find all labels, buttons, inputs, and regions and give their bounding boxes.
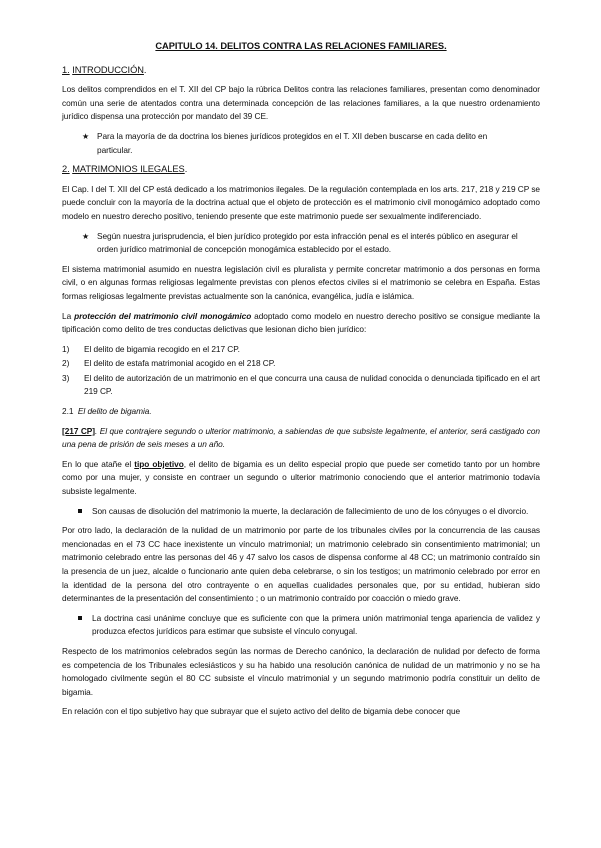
section-heading-matrimonios: [62, 163, 540, 177]
numbered-list: [62, 343, 540, 399]
square-bullet-icon: [78, 509, 82, 513]
document-body: [62, 40, 540, 725]
paragraph: [62, 458, 540, 499]
section-number: 1.: [62, 64, 70, 75]
section-title-period: .: [143, 64, 147, 75]
list-number: 1): [62, 343, 70, 354]
text-run: , el delito de bigamia es un delito especial propio que puede ser cometido tanto por un hombre como por una mujer, y consiste en contraer un segundo o ulterior matrimonio conociendo que el anterior matrimonio todavía subsiste legalmente.: [62, 458, 540, 497]
text-run: La: [62, 310, 75, 321]
list-number: 2): [62, 358, 70, 369]
list-item-text: El delito de estafa matrimonial acogido en el 218 CP.: [84, 358, 276, 369]
emphasis-text: protección del matrimonio civil monogámico: [74, 310, 252, 321]
subsection-title: El delito de bigamia.: [77, 406, 152, 417]
text-run: En lo que atañe el: [62, 458, 135, 469]
list-item-text: Para la mayoría de da doctrina los bienes jurídicos protegidos en el T. XII deben buscarse en cada delito en particular.: [97, 130, 488, 155]
subsection-number: 2.1: [62, 406, 74, 417]
section-title: INTRODUCCIÓN: [72, 64, 144, 75]
list-number: 3): [62, 372, 70, 383]
paragraph: En relación con el tipo subjetivo hay que subrayar que el sujeto activo del delito de bigamia debe conocer que: [62, 706, 461, 717]
list-item: [62, 357, 540, 371]
star-bullet-icon: ★: [82, 131, 90, 141]
paragraph: Respecto de los matrimonios celebrados según las normas de Derecho canónico, la declaración de nulidad por defecto de forma es competencia de los Tribunales eclesiásticos y su ha habido una resolución canónica de nulidad de un matrimonio y no se ha homologado civilmente según el 80 CC subsiste el vínculo matrimonial y un segundo matrimonio podría constituir un delito de bigamia.: [62, 645, 540, 697]
list-item-text: El delito de bigamia recogido en el 217 CP.: [84, 343, 240, 354]
paragraph: El Cap. I del T. XII del CP está dedicado a los matrimonios ilegales. De la regulación contemplada en los arts. 217, 218 y 219 CP se puede concluir con la mayoría de la doctrina actual que el objeto de protección es el matrimonio civil monogámico adoptado como modelo en nuestro derecho positivo, teniendo presente que este matrimonio puede ser sexualmente indiferenciado.: [62, 183, 540, 221]
legal-quote: [62, 425, 540, 452]
section-title-period: .: [184, 164, 188, 175]
section-number: 2.: [62, 164, 70, 175]
list-item-text: La doctrina casi unánime concluye que es suficiente con que la primera unión matrimonial tenga apariencia de validez y produzca efectos jurídicos para estimar que subsiste el vínculo conyugal.: [92, 612, 540, 637]
paragraph: [62, 310, 540, 337]
list-item: [62, 505, 540, 519]
section-heading-introduccion: [62, 64, 540, 78]
list-item-text: El delito de autorización de un matrimonio en el que concurra una causa de nulidad conocida o denunciada tipificado en el art 219 CP.: [84, 372, 540, 397]
paragraph: El sistema matrimonial asumido en nuestra legislación civil es pluralista y permite concretar matrimonio a dos personas en forma civil, o en algunas formas religiosas legalmente previstas con plenos efectos civiles si el matrimonio se celebra en España. Estas formas religiosas legalmente previstas actualmente son la canónica, evangélica, judía e islámica.: [62, 263, 540, 301]
chapter-title: CAPITULO 14. DELITOS CONTRA LAS RELACIONES FAMILIARES.: [155, 41, 447, 51]
list-item: [62, 343, 540, 357]
star-bullet-icon: ★: [82, 231, 90, 241]
section-title: MATRIMONIOS ILEGALES: [72, 164, 185, 175]
list-item-text: Son causas de disolución del matrimonio la muerte, la declaración de fallecimiento de uno de los cónyuges o el divorcio.: [92, 505, 529, 516]
quote-text: . El que contrajere segundo o ulterior matrimonio, a sabiendas de que subsiste legalmente, el anterior, será castigado con una pena de prisión de seis meses a un año.: [62, 425, 540, 450]
list-item: [62, 612, 540, 639]
emphasis-text: tipo objetivo: [134, 458, 184, 469]
paragraph: Los delitos comprendidos en el T. XII del CP bajo la rúbrica Delitos contra las relaciones familiares, presentan como denominador común una serie de atentados contra una determinada concepción de las relaciones familiares, a la que nuestro ordenamiento jurídico dispensa una protección por mandato del 39 CE.: [62, 84, 540, 122]
square-bullet-icon: [78, 616, 82, 620]
text-run: adoptado como modelo en nuestro derecho positivo se consigue mediante la tipificación como delito de tres conductas delictivas que lesionan dicho bien jurídico:: [62, 310, 540, 335]
list-item: [62, 230, 540, 257]
list-item: [62, 130, 540, 157]
list-item-text: Según nuestra jurisprudencia, el bien jurídico protegido por esta infracción penal es el interés público en asegurar el orden jurídico matrimonial de concepción monogámica establecido por el estado.: [97, 230, 518, 255]
list-item: [62, 372, 540, 399]
article-reference-link[interactable]: [217 CP]: [62, 425, 96, 436]
paragraph: Por otro lado, la declaración de la nulidad de un matrimonio por parte de los tribunales civiles por la concurrencia de las causas mencionadas en el 73 CC hace inexistente un vínculo matrimonial; un matrimonio celebrado sin consentimiento matrimonial; un matrimonio celebrado entre las personas del 46 y 47 salvo los casos de dispensa conforme al 48 CC; un matrimonio contraído sin la presencia de un juez, alcalde o funcionario ante quien deba celebrarse, o sin los testigos; un matrimonio celebrado por error en la identidad de la persona del otro contrayente o en aquellas cualidades personales que, por su entidad, hubieran sido determinantes de la presentación del consentimiento ; o un matrimonio contraído por coacción o miedo grave.: [62, 525, 540, 604]
subsection-heading-bigamia: [62, 405, 540, 419]
